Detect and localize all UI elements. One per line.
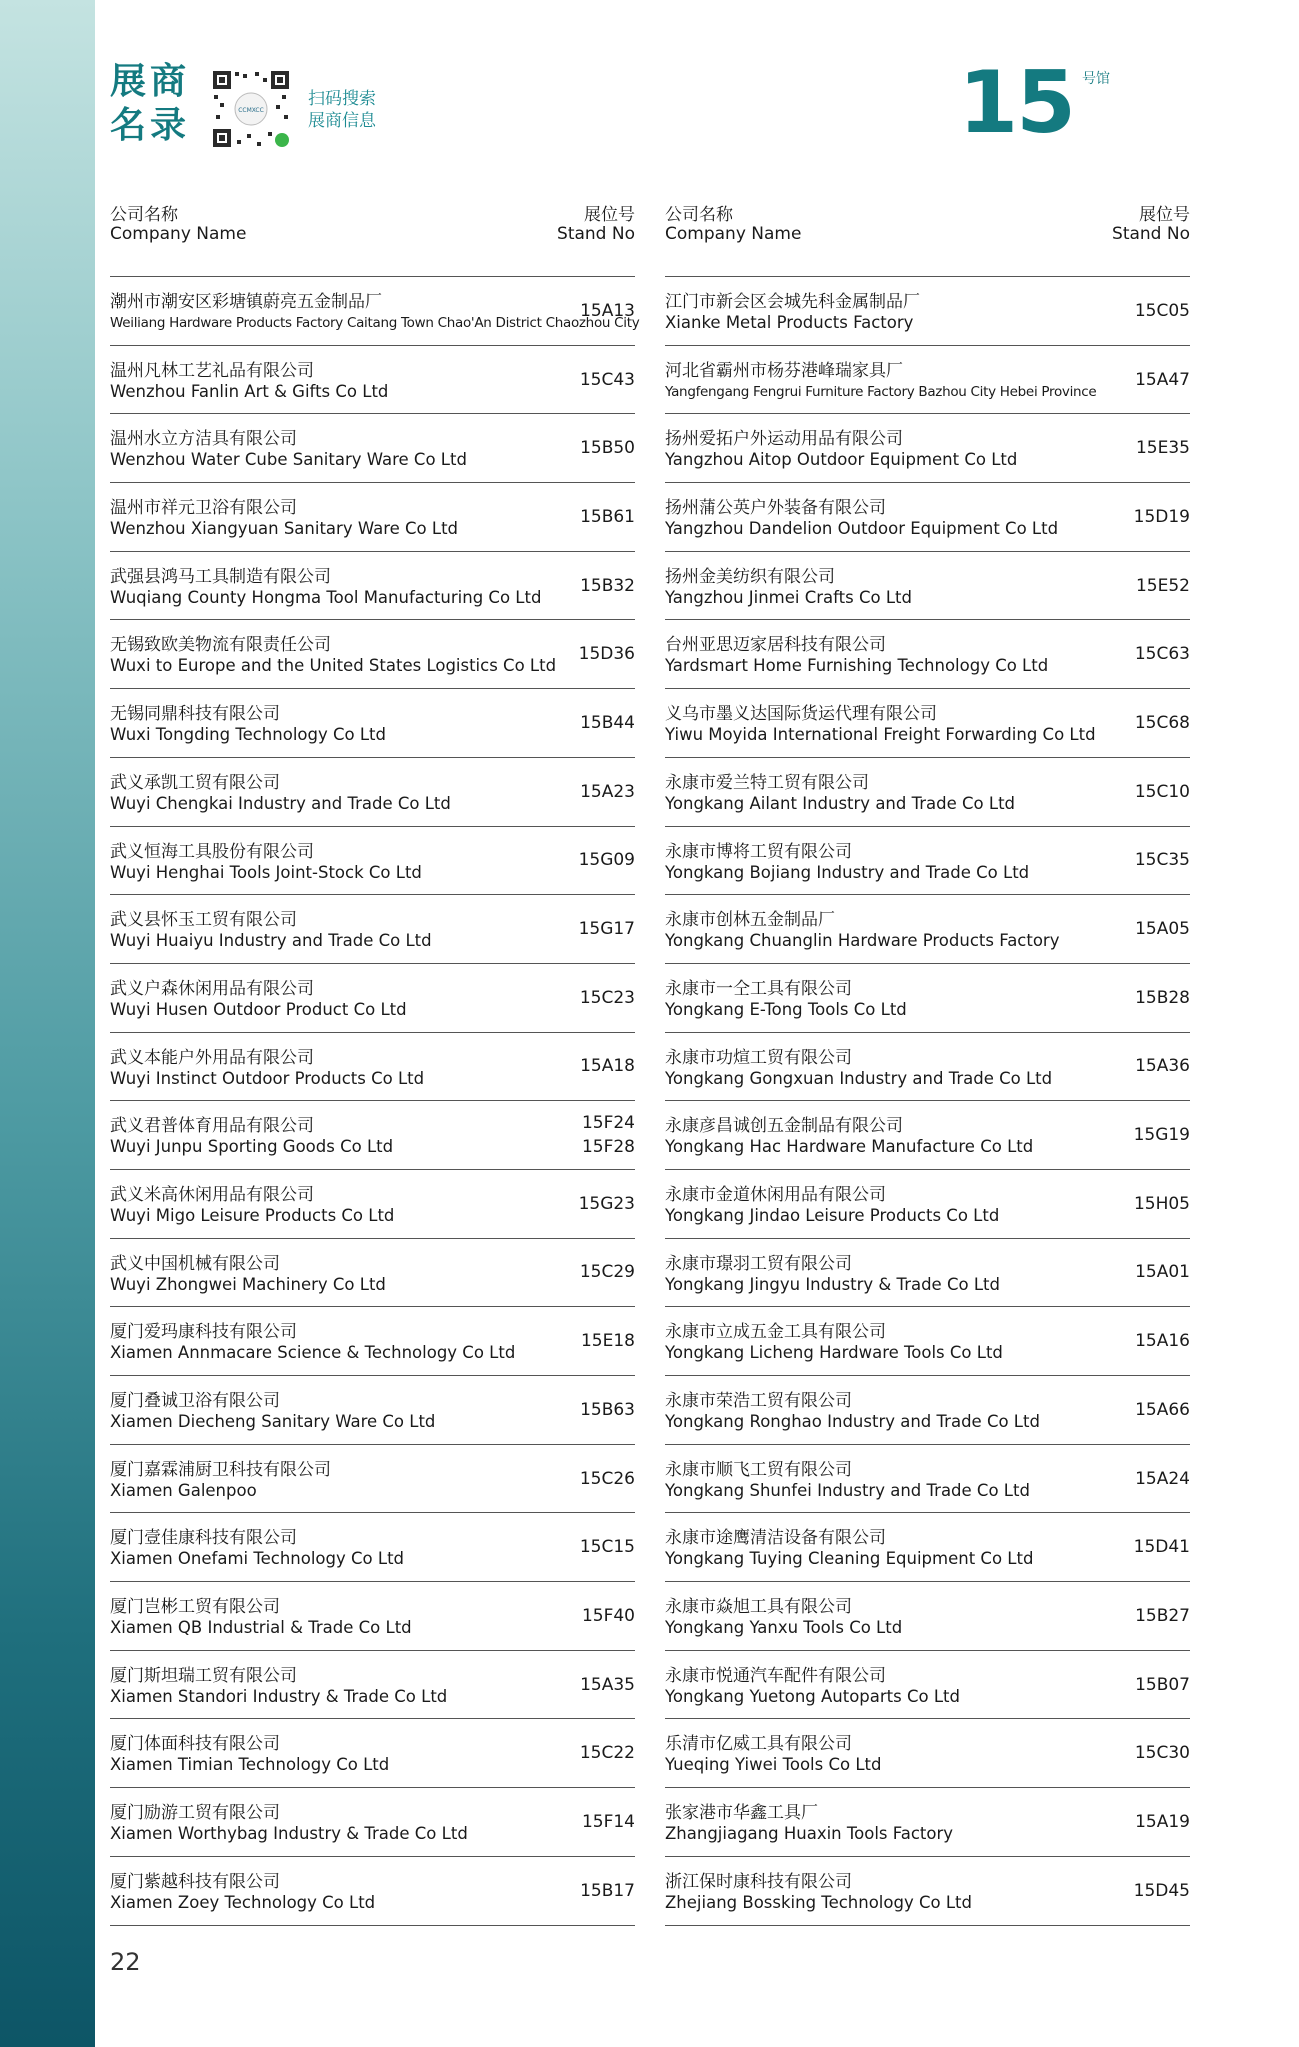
company-name-en: Yongkang Tuying Cleaning Equipment Co Ltd	[665, 1549, 1034, 1569]
stand-number-value: 15A47	[1135, 369, 1190, 390]
stand-number-value-2: 15F28	[581, 1137, 635, 1158]
wechat-icon	[275, 133, 289, 147]
column-header	[110, 200, 635, 277]
stand-number	[580, 1857, 635, 1925]
stand-number-value: 15A13	[580, 300, 635, 321]
stand-number-value: 15A23	[580, 781, 635, 802]
company-name-cn: 江门市新会区会城先科金属制品厂	[665, 292, 920, 312]
title-line-1: 展商	[110, 61, 191, 102]
company-name-en: Yongkang Chuanglin Hardware Products Factory	[665, 931, 1060, 951]
company-name-cn: 永康市顺飞工贸有限公司	[665, 1459, 852, 1480]
company-name-en: Xiamen Worthybag Industry & Trade Co Ltd	[110, 1824, 468, 1844]
stand-number-value: 15B28	[1135, 987, 1190, 1008]
exhibitor-row	[665, 1307, 1190, 1376]
company-name-cn: 潮州市潮安区彩塘镇蔚亮五金制品厂	[110, 292, 382, 312]
exhibitor-row	[110, 1582, 635, 1651]
exhibitor-list-left	[110, 200, 640, 1926]
exhibitor-row	[110, 689, 635, 758]
company-name-cn: 浙江保时康科技有限公司	[665, 1871, 852, 1892]
company-name-header-cn: 公司名称	[110, 205, 178, 225]
company-name-cn: 扬州爱拓户外运动用品有限公司	[665, 429, 903, 450]
company-name-cn: 厦门爱玛康科技有限公司	[110, 1322, 297, 1343]
company-name-en: Xiamen Timian Technology Co Ltd	[110, 1755, 390, 1775]
left-rows	[110, 277, 640, 1926]
company-name-cn: 永康市功煊工贸有限公司	[665, 1047, 852, 1068]
company-name-en: Yongkang Hac Hardware Manufacture Co Ltd	[665, 1137, 1034, 1157]
stand-number-value: 15A35	[580, 1674, 635, 1695]
company-name-en: Yongkang Bojiang Industry and Trade Co Ltd	[665, 862, 1030, 882]
stand-number-value: 15G17	[578, 919, 635, 940]
stand-number	[579, 827, 635, 895]
stand-no-header-en: Stand No	[1112, 224, 1190, 244]
company-name-cn: 乐清市亿威工具有限公司	[665, 1734, 852, 1755]
company-name-en: Yangfengang Fengrui Furniture Factory Bazhou City Hebei Province	[665, 383, 1097, 400]
exhibitor-row	[110, 964, 635, 1033]
side-gradient-strip	[0, 0, 95, 2047]
company-name-cn: 武义米高休闲用品有限公司	[110, 1184, 314, 1205]
stand-number-value: 15A05	[1135, 919, 1190, 940]
company-name-cn: 永康市一仝工具有限公司	[665, 978, 852, 999]
column-header	[665, 200, 1190, 277]
stand-number-value: 15C26	[579, 1468, 635, 1489]
company-name-header-en: Company Name	[665, 224, 802, 244]
company-name-cn: 永康市立成五金工具有限公司	[665, 1322, 886, 1343]
stand-number	[580, 1239, 635, 1307]
stand-number-value: 15A19	[1135, 1811, 1190, 1832]
scan-hint	[308, 88, 376, 132]
company-name-en: Yiwu Moyida International Freight Forwarding Co Ltd	[665, 725, 1096, 745]
stand-number-value: 15A18	[580, 1056, 635, 1077]
exhibitor-row	[665, 620, 1190, 689]
stand-number-value: 15C05	[1134, 300, 1190, 321]
stand-number	[1135, 1445, 1190, 1513]
stand-number-value: 15F14	[581, 1811, 635, 1832]
company-name-cn: 厦门励游工贸有限公司	[110, 1803, 280, 1824]
exhibitor-row	[110, 1445, 635, 1514]
stand-number	[1134, 1513, 1190, 1581]
stand-number-value: 15C22	[579, 1743, 635, 1764]
company-name-en: Wuyi Henghai Tools Joint-Stock Co Ltd	[110, 862, 422, 882]
stand-number	[580, 414, 635, 482]
stand-number	[580, 1445, 635, 1513]
company-name-cn: 永康市博将工贸有限公司	[665, 841, 852, 862]
stand-number	[579, 895, 635, 963]
stand-number	[580, 552, 635, 620]
company-name-en: Yongkang Ailant Industry and Trade Co Ltd	[665, 793, 1016, 813]
company-name-en: Yueqing Yiwei Tools Co Ltd	[665, 1755, 882, 1775]
title-line-2: 名录	[110, 105, 191, 146]
stand-number-value: 15D45	[1133, 1880, 1190, 1901]
page	[110, 0, 1190, 2047]
exhibitor-row	[110, 1788, 635, 1857]
exhibitor-row	[665, 895, 1190, 964]
company-name-en: Yangzhou Aitop Outdoor Equipment Co Ltd	[665, 450, 1018, 470]
stand-number	[580, 758, 635, 826]
company-name-cn: 武义君普体育用品有限公司	[110, 1116, 314, 1137]
stand-number	[580, 1719, 635, 1787]
company-name-en: Wuyi Zhongwei Machinery Co Ltd	[110, 1274, 386, 1294]
exhibitor-row	[110, 552, 635, 621]
exhibitor-row	[665, 1445, 1190, 1514]
company-name-en: Yongkang Gongxuan Industry and Trade Co Ltd	[665, 1068, 1053, 1088]
stand-number	[1135, 827, 1190, 895]
stand-number-value: 15A66	[1135, 1399, 1190, 1420]
stand-number-value: 15G19	[1133, 1125, 1190, 1146]
company-name-cn: 厦门壹佳康科技有限公司	[110, 1528, 297, 1549]
stand-number	[1134, 483, 1190, 551]
exhibitor-row	[665, 689, 1190, 758]
exhibitor-row	[665, 1101, 1190, 1170]
company-name-en: Xiamen Onefami Technology Co Ltd	[110, 1549, 405, 1569]
company-name-en: Wuyi Migo Leisure Products Co Ltd	[110, 1205, 395, 1225]
stand-number	[580, 1033, 635, 1101]
hall-label: 号馆	[1082, 71, 1110, 87]
exhibitor-row	[110, 1719, 635, 1788]
stand-number-value: 15C43	[579, 369, 635, 390]
company-name-cn: 台州亚思迈家居科技有限公司	[665, 635, 886, 656]
stand-number	[580, 689, 635, 757]
company-name-cn: 永康市悦通汽车配件有限公司	[665, 1665, 886, 1686]
exhibitor-row	[110, 1513, 635, 1582]
stand-number-value: 15B61	[580, 506, 635, 527]
exhibitor-row	[665, 1857, 1190, 1926]
stand-no-header-cn: 展位号	[1139, 205, 1190, 225]
stand-number-value: 15C29	[579, 1262, 635, 1283]
company-name-cn: 永康市创林五金制品厂	[665, 910, 835, 931]
company-name-en: Yongkang Shunfei Industry and Trade Co Ltd	[665, 1480, 1030, 1500]
exhibitor-row	[110, 1170, 635, 1239]
stand-number-value: 15C35	[1134, 850, 1190, 871]
exhibitor-row	[665, 1651, 1190, 1720]
stand-number	[582, 1582, 635, 1650]
stand-number	[1134, 1170, 1190, 1238]
company-name-cn: 武义户森休闲用品有限公司	[110, 978, 314, 999]
stand-no-header-en: Stand No	[557, 224, 635, 244]
company-name-en: Xiamen Standori Industry & Trade Co Ltd	[110, 1686, 448, 1706]
company-name-cn: 扬州蒲公英户外装备有限公司	[665, 498, 886, 519]
company-name-cn: 温州水立方洁具有限公司	[110, 429, 297, 450]
company-name-en: Xiamen QB Industrial & Trade Co Ltd	[110, 1618, 412, 1638]
stand-number	[1135, 1376, 1190, 1444]
exhibitor-row	[665, 1788, 1190, 1857]
company-name-en: Yongkang Yanxu Tools Co Ltd	[665, 1618, 903, 1638]
company-name-en: Wenzhou Fanlin Art & Gifts Co Ltd	[110, 381, 389, 401]
stand-number-value: 15C63	[1134, 644, 1190, 665]
scan-line-2: 展商信息	[308, 111, 376, 131]
company-name-en: Zhejiang Bossking Technology Co Ltd	[665, 1892, 972, 1912]
hall-number: 15	[958, 53, 1074, 153]
stand-number	[1135, 620, 1190, 688]
exhibitor-row	[665, 414, 1190, 483]
stand-number	[1135, 277, 1190, 345]
stand-number-value: 15C23	[579, 987, 635, 1008]
exhibitor-row	[110, 1239, 635, 1308]
stand-number-value: 15F40	[581, 1605, 635, 1626]
exhibitor-row	[110, 827, 635, 896]
stand-number	[1135, 758, 1190, 826]
company-name-cn: 永康市途鹰清洁设备有限公司	[665, 1528, 886, 1549]
company-name-en: Wuyi Junpu Sporting Goods Co Ltd	[110, 1137, 394, 1157]
stand-number-value: 15G09	[578, 850, 635, 871]
exhibitor-row	[110, 483, 635, 552]
company-name-en: Yangzhou Dandelion Outdoor Equipment Co Ltd	[665, 519, 1059, 539]
company-name-cn: 温州市祥元卫浴有限公司	[110, 498, 297, 519]
company-name-header-en: Company Name	[110, 224, 247, 244]
exhibitor-row	[665, 483, 1190, 552]
company-name-en: Yongkang Licheng Hardware Tools Co Ltd	[665, 1343, 1003, 1363]
stand-number	[1135, 1307, 1190, 1375]
hall-indicator	[958, 53, 1110, 153]
stand-number	[579, 1170, 635, 1238]
stand-number	[1135, 1033, 1190, 1101]
company-name-cn: 温州凡林工艺礼品有限公司	[110, 360, 314, 381]
company-name-cn: 永康市爱兰特工贸有限公司	[665, 772, 869, 793]
company-name-cn: 厦门岂彬工贸有限公司	[110, 1597, 280, 1618]
company-name-cn: 武义承凯工贸有限公司	[110, 772, 280, 793]
exhibitor-row	[665, 758, 1190, 827]
stand-number-value: 15B32	[580, 575, 635, 596]
company-name-en: Wuxi Tongding Technology Co Ltd	[110, 725, 386, 745]
exhibitor-list-right	[665, 200, 1190, 1926]
company-name-en: Yardsmart Home Furnishing Technology Co Ltd	[665, 656, 1049, 676]
stand-number	[1136, 552, 1190, 620]
qr-logo-text: CCMXCC	[238, 107, 264, 114]
stand-number	[581, 1307, 635, 1375]
company-name-cn: 武强县鸿马工具制造有限公司	[110, 566, 331, 587]
page-number: 22	[110, 1948, 141, 1976]
company-name-cn: 厦门叠诚卫浴有限公司	[110, 1391, 280, 1411]
stand-number-value: 15F24	[581, 1113, 635, 1134]
stand-number	[1135, 1651, 1190, 1719]
stand-number-value: 15D36	[578, 644, 635, 665]
stand-number	[1134, 1857, 1190, 1925]
company-name-cn: 无锡同鼎科技有限公司	[110, 704, 280, 725]
stand-number	[580, 1376, 635, 1444]
company-name-en: Xiamen Galenpoo	[110, 1480, 257, 1500]
stand-number	[1135, 895, 1190, 963]
stand-number-value: 15B27	[1135, 1605, 1190, 1626]
stand-number	[1136, 414, 1190, 482]
exhibitor-row	[665, 1582, 1190, 1651]
company-name-en: Xianke Metal Products Factory	[665, 313, 914, 332]
company-name-cn: 扬州金美纺织有限公司	[665, 566, 835, 587]
right-rows	[665, 277, 1190, 1926]
company-name-en: Wuqiang County Hongma Tool Manufacturing Co Ltd	[110, 587, 542, 607]
stand-number	[1135, 1582, 1190, 1650]
company-name-cn: 永康市璟羽工贸有限公司	[665, 1253, 852, 1274]
company-name-en: Wuyi Husen Outdoor Product Co Ltd	[110, 999, 407, 1019]
exhibitor-row	[110, 1307, 635, 1376]
stand-number-value: 15E35	[1135, 438, 1190, 459]
exhibitor-row	[665, 1239, 1190, 1308]
exhibitor-row	[665, 1376, 1190, 1445]
exhibitor-row	[665, 1513, 1190, 1582]
stand-number	[1135, 346, 1190, 414]
qr-code[interactable]	[210, 68, 292, 150]
scan-line-1: 扫码搜索	[308, 89, 376, 109]
company-name-cn: 武义中国机械有限公司	[110, 1253, 280, 1274]
company-name-en: Yongkang Jingyu Industry & Trade Co Ltd	[665, 1274, 1000, 1294]
exhibitor-row	[665, 1033, 1190, 1102]
stand-number-value: 15B44	[580, 712, 635, 733]
stand-number-value: 15C10	[1134, 781, 1190, 802]
company-name-en: Weiliang Hardware Products Factory Caitang Town Chao'An District Chaozhou City	[110, 315, 640, 331]
stand-number	[1134, 1101, 1190, 1169]
company-name-en: Zhangjiagang Huaxin Tools Factory	[665, 1824, 954, 1844]
exhibitor-row	[110, 758, 635, 827]
stand-number-value: 15B63	[580, 1399, 635, 1420]
company-name-en: Xiamen Diecheng Sanitary Ware Co Ltd	[110, 1412, 436, 1431]
stand-number	[582, 1788, 635, 1856]
stand-number-value: 15A36	[1135, 1056, 1190, 1077]
company-name-en: Yongkang Ronghao Industry and Trade Co Ltd	[665, 1412, 1040, 1431]
stand-number-value: 15C30	[1134, 1743, 1190, 1764]
company-name-cn: 厦门斯坦瑞工贸有限公司	[110, 1665, 297, 1686]
company-name-cn: 武义本能户外用品有限公司	[110, 1047, 314, 1068]
stand-number-value: 15C68	[1134, 712, 1190, 733]
stand-number-value: 15E52	[1135, 575, 1190, 596]
stand-number-value: 15C15	[579, 1537, 635, 1558]
stand-number-value: 15D19	[1133, 506, 1190, 527]
stand-number	[1135, 1719, 1190, 1787]
company-name-cn: 永康市焱旭工具有限公司	[665, 1597, 852, 1618]
exhibitor-row	[110, 277, 640, 346]
exhibitor-row	[110, 1651, 635, 1720]
company-name-header-cn: 公司名称	[665, 205, 733, 225]
exhibitor-row	[665, 1719, 1190, 1788]
stand-number-value: 15D41	[1133, 1537, 1190, 1558]
stand-number	[1135, 1788, 1190, 1856]
exhibitor-row	[110, 346, 635, 415]
stand-number-value: 15G23	[578, 1193, 635, 1214]
stand-no-header-cn: 展位号	[584, 205, 635, 225]
stand-number	[580, 1513, 635, 1581]
stand-number	[1135, 1239, 1190, 1307]
exhibitor-row	[110, 1857, 635, 1926]
stand-number-value: 15A16	[1135, 1331, 1190, 1352]
company-name-cn: 永康市金道休闲用品有限公司	[665, 1184, 886, 1205]
company-name-en: Xiamen Annmacare Science & Technology Co Ltd	[110, 1343, 516, 1363]
company-name-en: Yangzhou Jinmei Crafts Co Ltd	[665, 587, 912, 607]
exhibitor-row	[665, 964, 1190, 1033]
company-name-cn: 武义恒海工具股份有限公司	[110, 841, 314, 862]
header	[110, 53, 1190, 170]
exhibitor-row	[110, 1101, 635, 1170]
stand-number-value: 15H05	[1133, 1193, 1190, 1214]
company-name-cn: 厦门紫越科技有限公司	[110, 1871, 280, 1892]
stand-number	[579, 620, 635, 688]
company-name-en: Xiamen Zoey Technology Co Ltd	[110, 1892, 376, 1912]
company-name-en: Yongkang E-Tong Tools Co Ltd	[665, 999, 907, 1019]
company-name-cn: 永康市荣浩工贸有限公司	[665, 1391, 852, 1411]
exhibitor-row	[110, 414, 635, 483]
exhibitor-row	[110, 620, 635, 689]
stand-number	[580, 277, 635, 345]
exhibitor-row	[665, 552, 1190, 621]
company-name-cn: 永康彦昌诚创五金制品有限公司	[665, 1116, 903, 1137]
company-name-cn: 无锡致欧美物流有限责任公司	[110, 635, 331, 656]
company-name-en: Wuyi Instinct Outdoor Products Co Ltd	[110, 1068, 425, 1088]
company-name-cn: 厦门体面科技有限公司	[110, 1734, 280, 1755]
exhibitor-row	[665, 277, 1190, 346]
stand-number-value: 15B50	[580, 438, 635, 459]
company-name-en: Wuxi to Europe and the United States Logistics Co Ltd	[110, 656, 557, 676]
stand-number	[1135, 964, 1190, 1032]
stand-number	[1135, 689, 1190, 757]
stand-number-value: 15E18	[580, 1331, 635, 1352]
exhibitor-row	[665, 1170, 1190, 1239]
company-name-en: Wuyi Huaiyu Industry and Trade Co Ltd	[110, 931, 432, 951]
stand-number-value: 15A01	[1135, 1262, 1190, 1283]
company-name-en: Wuyi Chengkai Industry and Trade Co Ltd	[110, 793, 451, 813]
company-name-en: Wenzhou Xiangyuan Sanitary Ware Co Ltd	[110, 519, 459, 539]
stand-number	[580, 346, 635, 414]
company-name-cn: 河北省霸州市杨芬港峰瑞家具厂	[665, 360, 903, 381]
company-name-cn: 武义县怀玉工贸有限公司	[110, 910, 297, 931]
exhibitor-row	[665, 827, 1190, 896]
stand-number-value: 15A24	[1135, 1468, 1190, 1489]
exhibitor-row	[110, 895, 635, 964]
company-name-cn: 厦门嘉霖浦厨卫科技有限公司	[110, 1459, 331, 1480]
stand-number-value: 15B17	[580, 1880, 635, 1901]
company-name-en: Yongkang Jindao Leisure Products Co Ltd	[665, 1205, 1000, 1225]
stand-number	[580, 964, 635, 1032]
company-name-en: Wenzhou Water Cube Sanitary Ware Co Ltd	[110, 450, 467, 470]
company-name-en: Yongkang Yuetong Autoparts Co Ltd	[665, 1686, 960, 1706]
stand-number-value: 15B07	[1135, 1674, 1190, 1695]
exhibitor-row	[110, 1376, 635, 1445]
stand-number	[580, 483, 635, 551]
exhibitor-row	[665, 346, 1190, 415]
stand-number	[580, 1651, 635, 1719]
company-name-cn: 张家港市华鑫工具厂	[665, 1803, 818, 1824]
company-name-cn: 义乌市墨义达国际货运代理有限公司	[665, 704, 937, 725]
stand-number	[582, 1101, 635, 1169]
page-title	[110, 60, 190, 148]
exhibitor-row	[110, 1033, 635, 1102]
